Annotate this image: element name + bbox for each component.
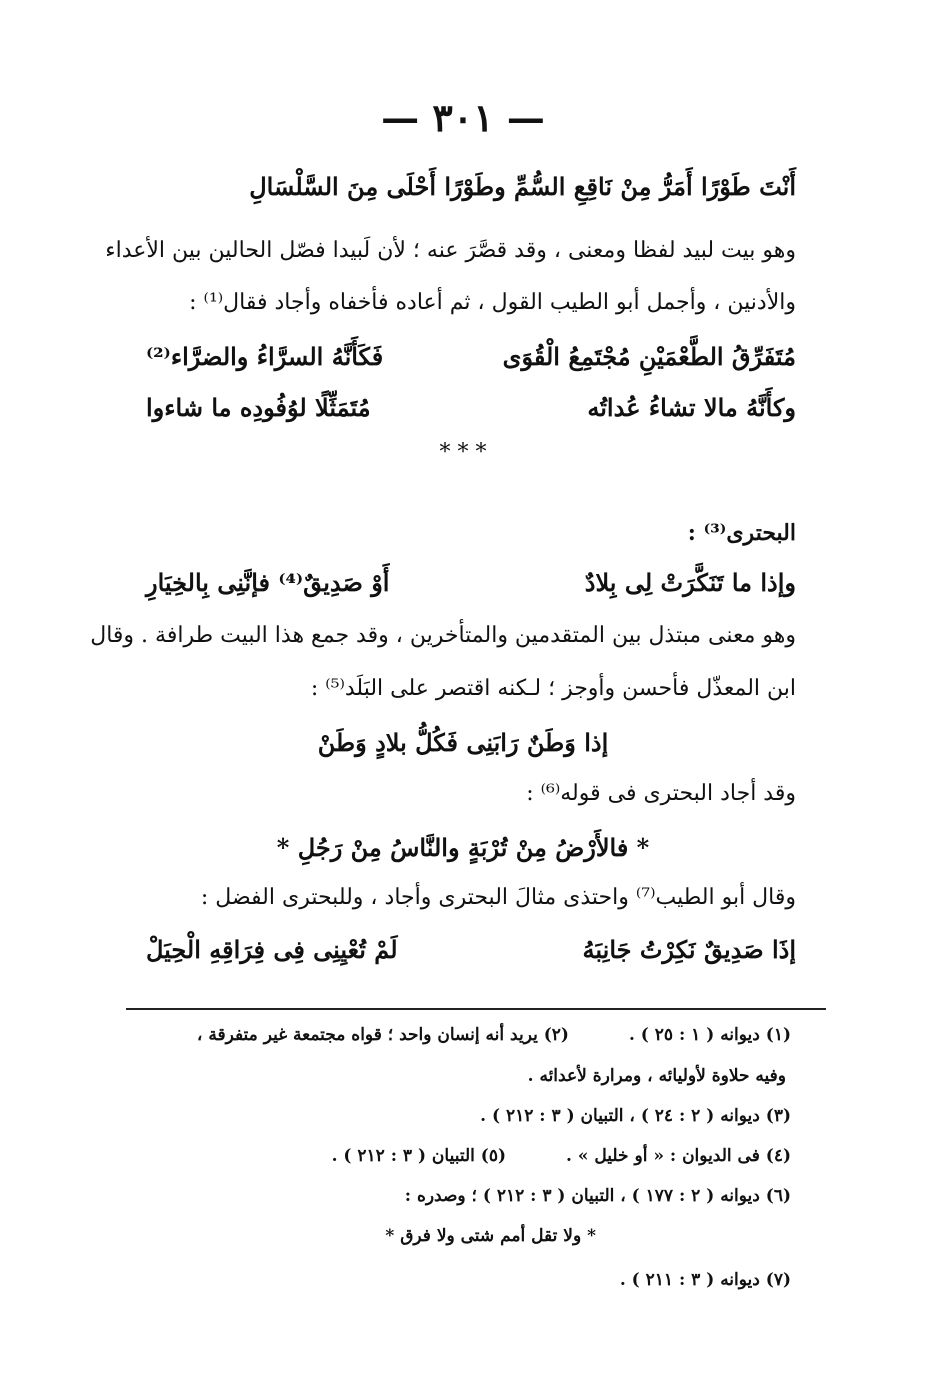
poet-heading: البحترى⁽³⁾ : [687, 520, 796, 546]
verse-line-2 [146, 342, 796, 382]
verse-line-6: * فالأَرْضُ مِنْ تُرْبَةٍ والنَّاسُ مِنْ رَجُلِ * [276, 833, 650, 862]
paragraph-line: وقال أبو الطيب⁽⁷⁾ واحتذى مثالَ البحترى وأجاد ، وللبحترى الفضل : [200, 885, 796, 910]
verse-hemistich: إذَا صَدِيقٌ نَكِرْتُ جَانِبَهُ [582, 935, 796, 964]
page-number: — ٣٠١ — [381, 95, 545, 140]
footnote-line [197, 1025, 791, 1045]
verse-line-7 [146, 935, 796, 975]
verse-line-1: أَنْتَ طَوْرًا أَمَرُّ مِنْ نَاقِعِ السُّمِّ وطَوْرًا أَحْلَى مِنَ السَّلْسَالِ [249, 172, 796, 201]
footnote-line [332, 1146, 791, 1166]
footnote-line: * ولا تقل أمم شتى ولا فرق * [385, 1226, 596, 1246]
verse-hemistich: فَكَأَنَّهُ السرَّاءُ والضرَّاء⁽²⁾ [146, 342, 384, 371]
footnote: (١) ديوانه ( ١ : ٢٥ ) . [628, 1025, 791, 1045]
footnote: (٥) التبيان ( ٣ : ٢١٢ ) . [331, 1146, 507, 1166]
footnote-line: (٦) ديوانه ( ٢ : ١٧٧ ) ، التبيان ( ٣ : ٢١٢ ) ؛ وصدره : [404, 1186, 791, 1206]
verse-hemistich: وإذا ما تَنَكَّرَتْ لِى بِلادٌ [584, 568, 796, 597]
footnote-line: وفيه حلاوة لأوليائه ، ومرارة لأعدائه . [527, 1066, 786, 1086]
verse-line-4 [146, 568, 796, 608]
footnote-line: (٣) ديوانه ( ٢ : ٢٤ ) ، التبيان ( ٣ : ٢١٢ ) . [480, 1106, 791, 1126]
paragraph-line: والأدنين ، وأجمل أبو الطيب القول ، ثم أعاده فأخفاه وأجاد فقال⁽¹⁾ : [189, 290, 796, 315]
footnote-divider [126, 1008, 826, 1010]
paragraph-line: وقد أجاد البحترى فى قوله⁽⁶⁾ : [526, 781, 796, 806]
verse-hemistich: لَمْ تُعْيِنِى فِى فِرَاقِهِ الْحِيَلْ [146, 935, 398, 964]
verse-hemistich: وكأَنَّهُ مالا تشاءُ عُداتُه [587, 393, 796, 422]
footnote: (٤) فى الديوان : « أو خليل » . [566, 1146, 791, 1166]
verse-hemistich: مُتَمَثِّلًا لوُفُودِه ما شاءوا [146, 393, 371, 422]
footnote-line: (٧) ديوانه ( ٣ : ٢١١ ) . [619, 1270, 791, 1290]
paragraph-line: ابن المعذّل فأحسن وأوجز ؛ لـكنه اقتصر على البَلَد⁽⁵⁾ : [310, 676, 796, 701]
paragraph-line: وهو معنى مبتذل بين المتقدمين والمتأخرين ، وقد جمع هذا البيت طرافة . وقال [90, 623, 796, 648]
verse-hemistich: أَوْ صَدِيقٌ⁽⁴⁾ فإنَّنِى بِالخِيَارِ [146, 568, 390, 597]
paragraph-line: وهو بيت لبيد لفظا ومعنى ، وقد قصَّرَ عنه ؛ لأن لَبيدا فصّل الحالين بين الأعداء [105, 238, 796, 263]
verse-line-3 [146, 393, 796, 433]
footnote: (٢) يريد أنه إنسان واحد ؛ قواه مجتمعة غير متفرقة ، [196, 1025, 569, 1045]
verse-hemistich: مُتَفَرِّقُ الطَّعْمَيْنِ مُجْتَمِعُ الْقُوَى [502, 342, 796, 371]
verse-line-5: إذا وَطَنٌ رَابَنِى فَكُلُّ بلادٍ وَطَنْ [317, 728, 609, 757]
section-separator: * * * [439, 440, 487, 465]
